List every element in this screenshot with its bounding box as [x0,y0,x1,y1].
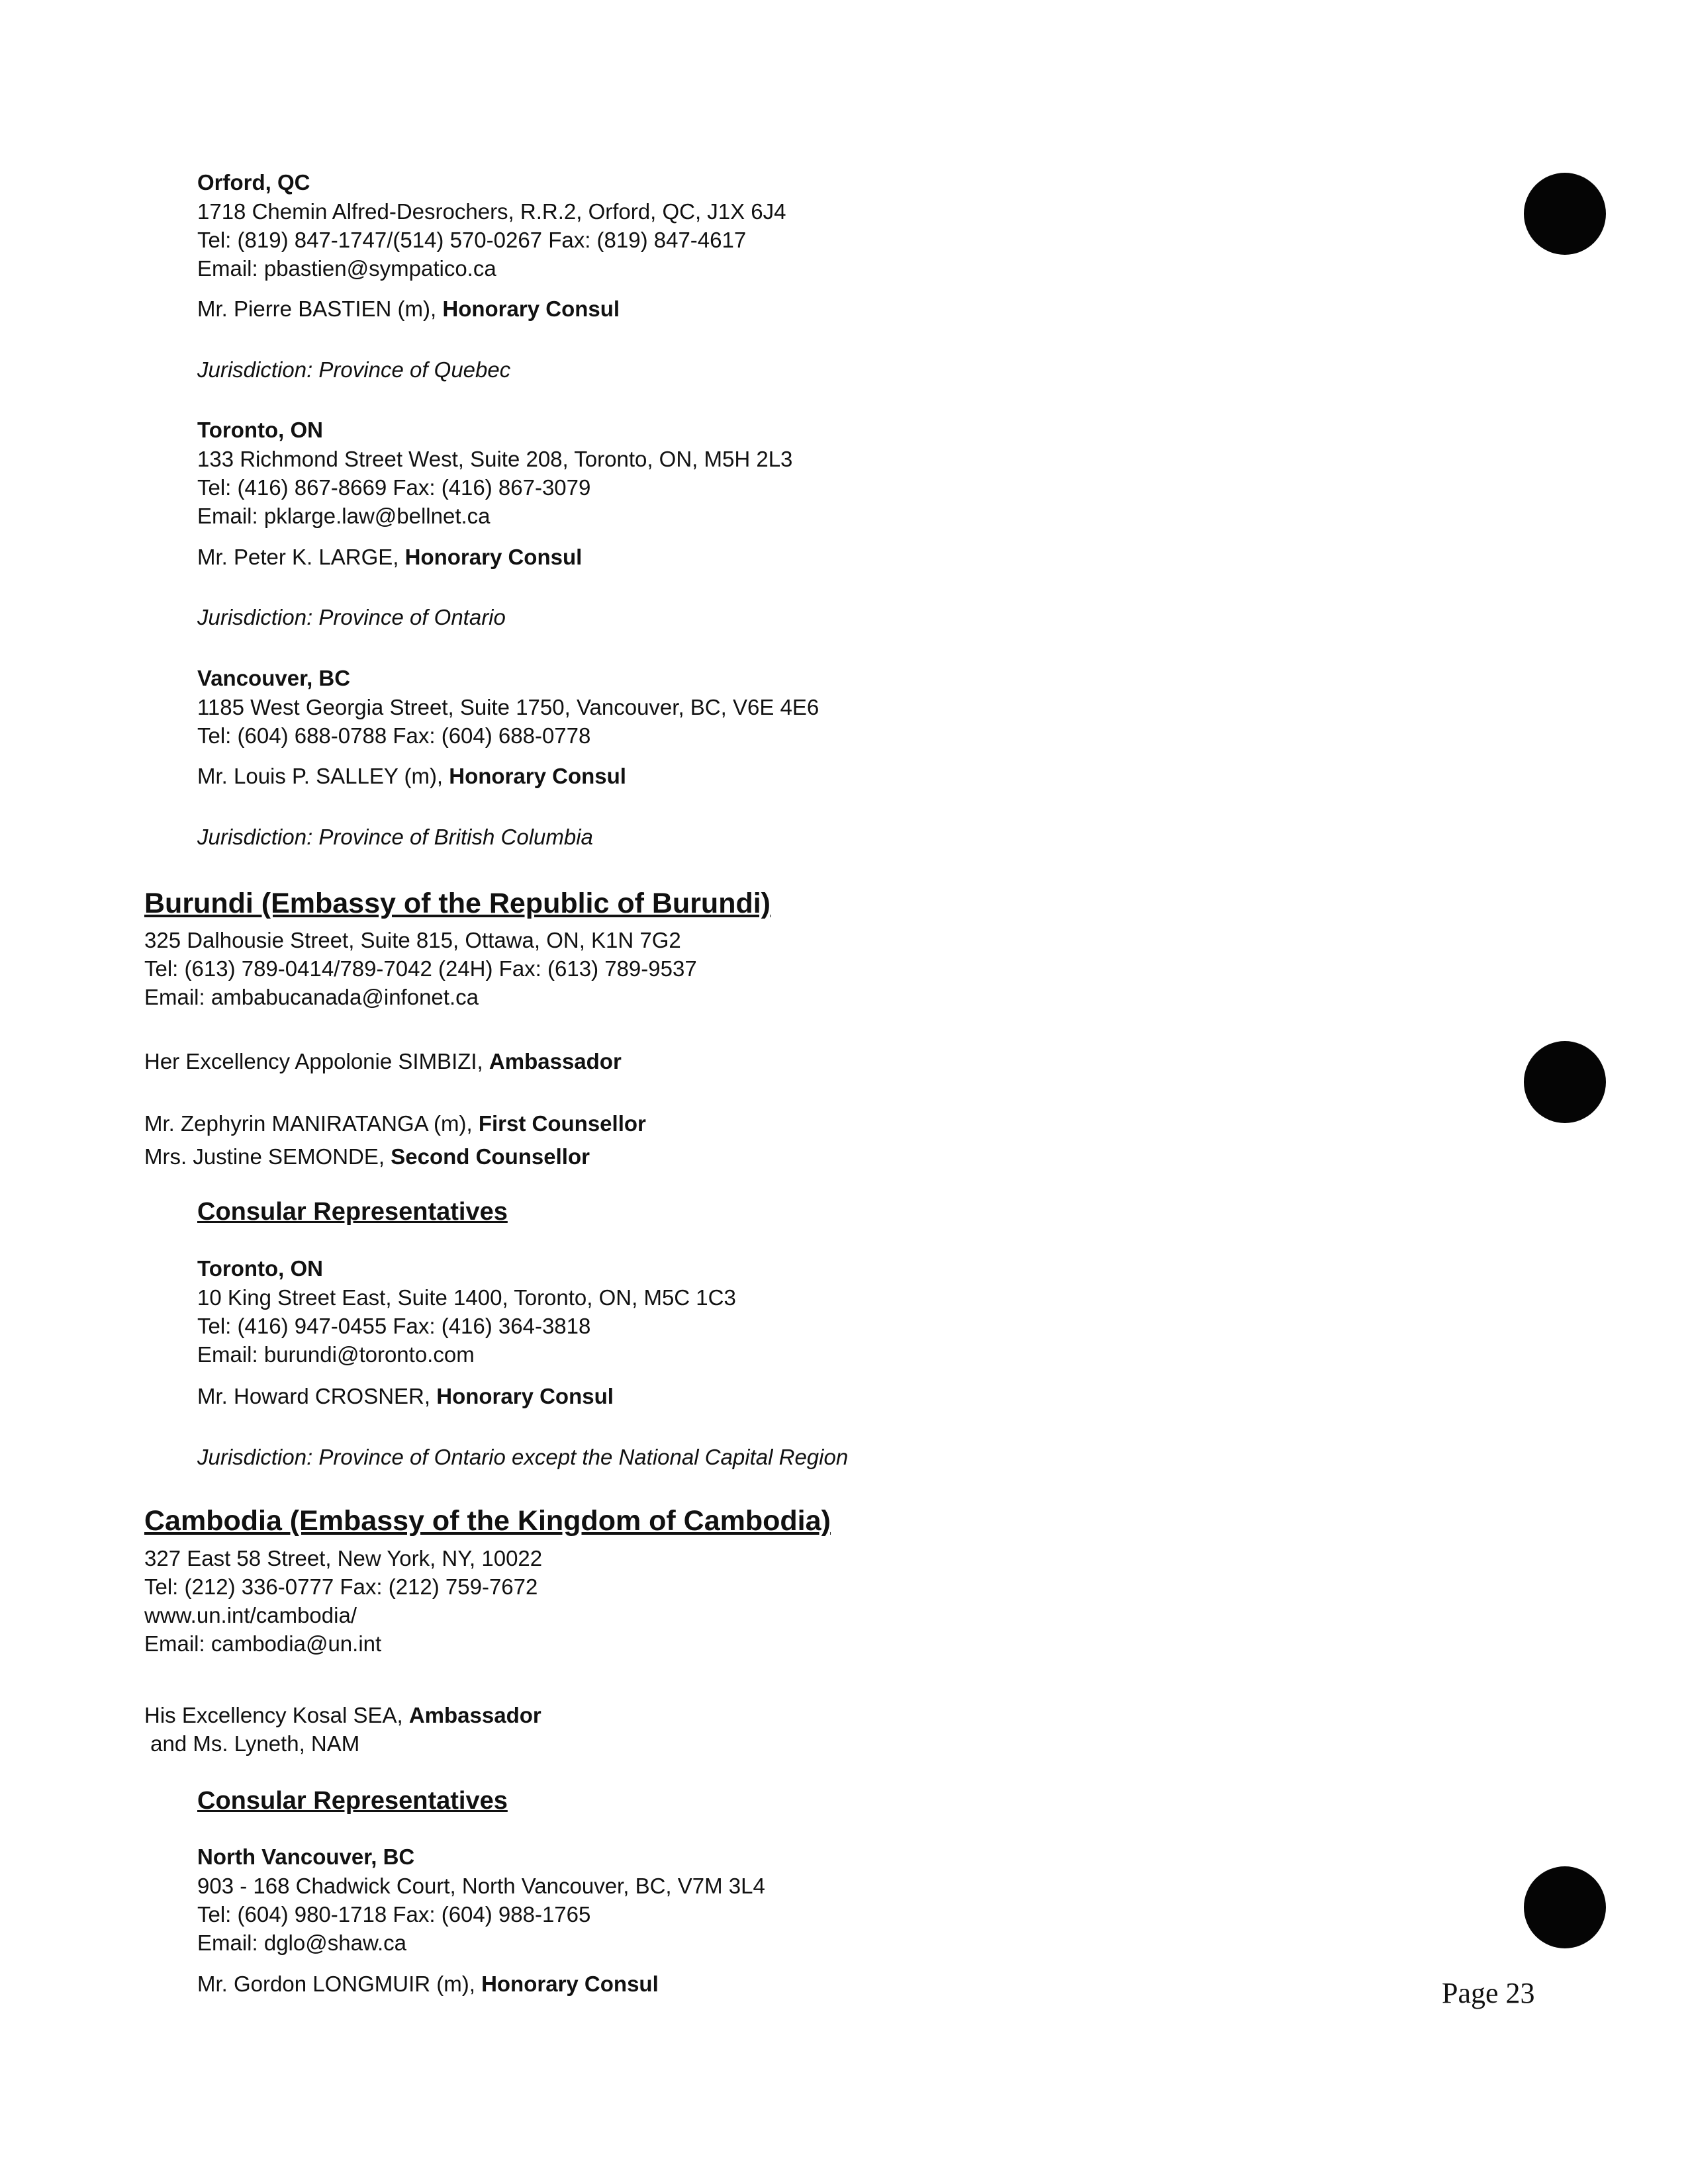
ambassador-name [144,1047,622,1076]
phone-line: Tel: (604) 980-1718 Fax: (604) 988-1765 [197,1902,591,1927]
address-line: 10 King Street East, Suite 1400, Toronto, ON, M5C 1C3 [197,1285,736,1310]
role-title: Ambassador [489,1049,622,1073]
country-heading-cambodia: Cambodia (Embassy of the Kingdom of Cambodia) [144,1505,831,1537]
phone-line: Tel: (212) 336-0777 Fax: (212) 759-7672 [144,1574,538,1599]
address-line: 327 East 58 Street, New York, NY, 10022 [144,1546,543,1570]
binder-hole-mark [1524,1041,1606,1123]
role-title: Honorary Consul [404,545,583,569]
email-line: Email: burundi@toronto.com [197,1342,475,1367]
role-title: Honorary Consul [436,1384,614,1408]
consul-name [197,1382,614,1411]
email-line: Email: cambodia@un.int [144,1631,382,1656]
consul-name [197,762,626,791]
spouse-line: and Ms. Lyneth, NAM [144,1731,360,1756]
role-title: Honorary Consul [481,1972,659,1996]
phone-line: Tel: (416) 867-8669 Fax: (416) 867-3079 [197,475,591,500]
role-title: Ambassador [408,1703,541,1727]
consul-entry-toronto [197,416,1389,530]
person-name: Mr. Pierre BASTIEN (m), [197,296,443,321]
country-heading-burundi: Burundi (Embassy of the Republic of Burundi) [144,887,771,919]
person-name: Mrs. Justine SEMONDE, [144,1144,391,1169]
phone-line: Tel: (604) 688-0788 Fax: (604) 688-0778 [197,723,591,748]
city-heading: Toronto, ON [197,1256,324,1281]
consul-name [197,1970,659,1999]
jurisdiction-line: Jurisdiction: Province of Quebec [197,357,511,382]
email-line: Email: pbastien@sympatico.ca [197,256,496,281]
city-heading: Toronto, ON [197,418,324,442]
city-heading: Vancouver, BC [197,666,351,690]
email-line: Email: dglo@shaw.ca [197,1931,406,1955]
phone-line: Tel: (613) 789-0414/789-7042 (24H) Fax: (613) 789-9537 [144,956,697,981]
email-line: Email: ambabucanada@infonet.ca [144,985,479,1009]
person-name: Mr. Howard CROSNER, [197,1384,437,1408]
consular-representatives-heading: Consular Representatives [197,1198,508,1226]
role-title: Honorary Consul [442,296,620,321]
embassy-contact-cambodia [144,1544,1389,1658]
jurisdiction-line: Jurisdiction: Province of Ontario [197,605,506,629]
consul-entry-north-vancouver [197,1843,1389,1957]
consul-name [197,543,582,572]
consular-representatives-heading: Consular Representatives [197,1787,508,1815]
address-line: 1185 West Georgia Street, Suite 1750, Vancouver, BC, V6E 4E6 [197,695,820,719]
person-name: Mr. Gordon LONGMUIR (m), [197,1972,482,1996]
phone-line: Tel: (819) 847-1747/(514) 570-0267 Fax: (819) 847-4617 [197,228,747,252]
person-name: Mr. Zephyrin MANIRATANGA (m), [144,1111,479,1136]
consul-entry-burundi-toronto [197,1254,1389,1369]
website-line: www.un.int/cambodia/ [144,1603,357,1627]
city-heading: Orford, QC [197,170,310,195]
role-title: Second Counsellor [391,1144,590,1169]
role-title: Honorary Consul [449,764,626,788]
jurisdiction-line: Jurisdiction: Province of British Columbia [197,825,593,849]
consul-entry-orford [197,168,1389,283]
page-number: Page 23 [1442,1977,1535,2009]
person-name: Her Excellency Appolonie SIMBIZI, [144,1049,489,1073]
consul-name [197,295,620,324]
role-title: First Counsellor [478,1111,646,1136]
binder-hole-mark [1524,1866,1606,1948]
person-name: Mr. Peter K. LARGE, [197,545,405,569]
staff-name [144,1109,646,1138]
embassy-contact-burundi [144,926,1389,1011]
email-line: Email: pklarge.law@bellnet.ca [197,504,491,528]
address-line: 1718 Chemin Alfred-Desrochers, R.R.2, Orford, QC, J1X 6J4 [197,199,786,224]
address-line: 325 Dalhousie Street, Suite 815, Ottawa, ON, K1N 7G2 [144,928,681,952]
address-line: 903 - 168 Chadwick Court, North Vancouver, BC, V7M 3L4 [197,1874,765,1898]
person-name: His Excellency Kosal SEA, [144,1703,409,1727]
address-line: 133 Richmond Street West, Suite 208, Toronto, ON, M5H 2L3 [197,447,793,471]
consul-entry-vancouver [197,664,1389,750]
city-heading: North Vancouver, BC [197,1844,415,1869]
phone-line: Tel: (416) 947-0455 Fax: (416) 364-3818 [197,1314,591,1338]
binder-hole-mark [1524,173,1606,255]
ambassador-name [144,1701,541,1730]
jurisdiction-line: Jurisdiction: Province of Ontario except the National Capital Region [197,1445,849,1469]
person-name: Mr. Louis P. SALLEY (m), [197,764,449,788]
staff-name [144,1142,590,1171]
